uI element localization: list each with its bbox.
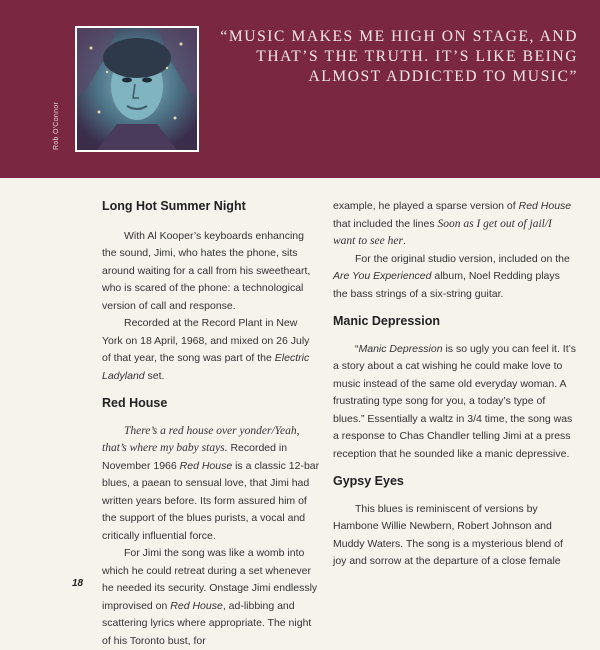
section-heading-gypsy-eyes: Gypsy Eyes (333, 474, 404, 488)
section-heading-long-hot-summer-night: Long Hot Summer Night (102, 199, 246, 213)
paragraph: For Jimi the song was like a womb into which he could retreat during a set whenever he needed its security. Onstage Jimi endlessly improvised on Red House, ad-libbing and scattering lyrics where appropriate. The night of his Toronto bust, for (102, 547, 318, 647)
paragraph: Recorded at the Record Plant in New York on 18 April, 1968, and mixed on 26 July of that year, the song was part of the Electric Ladyland set. (102, 317, 310, 382)
quote-line-3: ALMOST ADDICTED TO MUSIC” (308, 68, 578, 85)
quote-line-1: “MUSIC MAKES ME HIGH ON STAGE, AND (220, 28, 578, 45)
paragraph: “Manic Depression is so ugly you can feel it. It’s a story about a cat wishing he could make love to music instead of the same old everyday woman. A frustrating type song for you, a today’s type of blues.” Essentially a waltz in 3/4 time, the song was a response to Chas Chandler telling Jimi at a press reception that he sounded like a manic depressive. (333, 342, 577, 460)
jimi-portrait-photo (75, 26, 199, 152)
pull-quote (208, 27, 578, 87)
paragraph: There’s a red house over yonder/Yeah, that’s where my baby stays. Recorded in November 1966 Red House is a classic 12-bar blues, a paean to sensual love, that Jimi had written years before. Its form assured him of the support of the blues purists, a vocal and critically influential force. (102, 424, 320, 542)
section-heading-red-house: Red House (102, 396, 168, 410)
photo-credit: Rob O'Connor (53, 101, 60, 150)
section-heading-manic-depression: Manic Depression (333, 314, 440, 328)
page-number: 18 (72, 578, 84, 589)
portrait-image (77, 28, 197, 150)
paragraph: For the original studio version, included on the Are You Experienced album, Noel Redding plays the bass strings of a six-string guitar. (333, 252, 570, 300)
paragraph: This blues is reminiscent of versions by Hambone Willie Newbern, Robert Johnson and Muddy Waters. The song is a mysterious blend of joy and sorrow at the departure of a close female (333, 502, 563, 567)
quote-line-2: THAT’S THE TRUTH. IT’S LIKE BEING (256, 48, 578, 65)
right-column (333, 198, 577, 571)
left-column (102, 198, 320, 650)
paragraph: With Al Kooper’s keyboards enhancing the sound, Jimi, who hates the phone, sits around waiting for a call from his sweetheart, who is scared of the phone: a technological version of call and response. (102, 229, 311, 312)
paragraph: example, he played a sparse version of Red House that included the lines Soon as I get out of jail/I want to see her. (333, 200, 572, 247)
header-banner (0, 0, 600, 178)
